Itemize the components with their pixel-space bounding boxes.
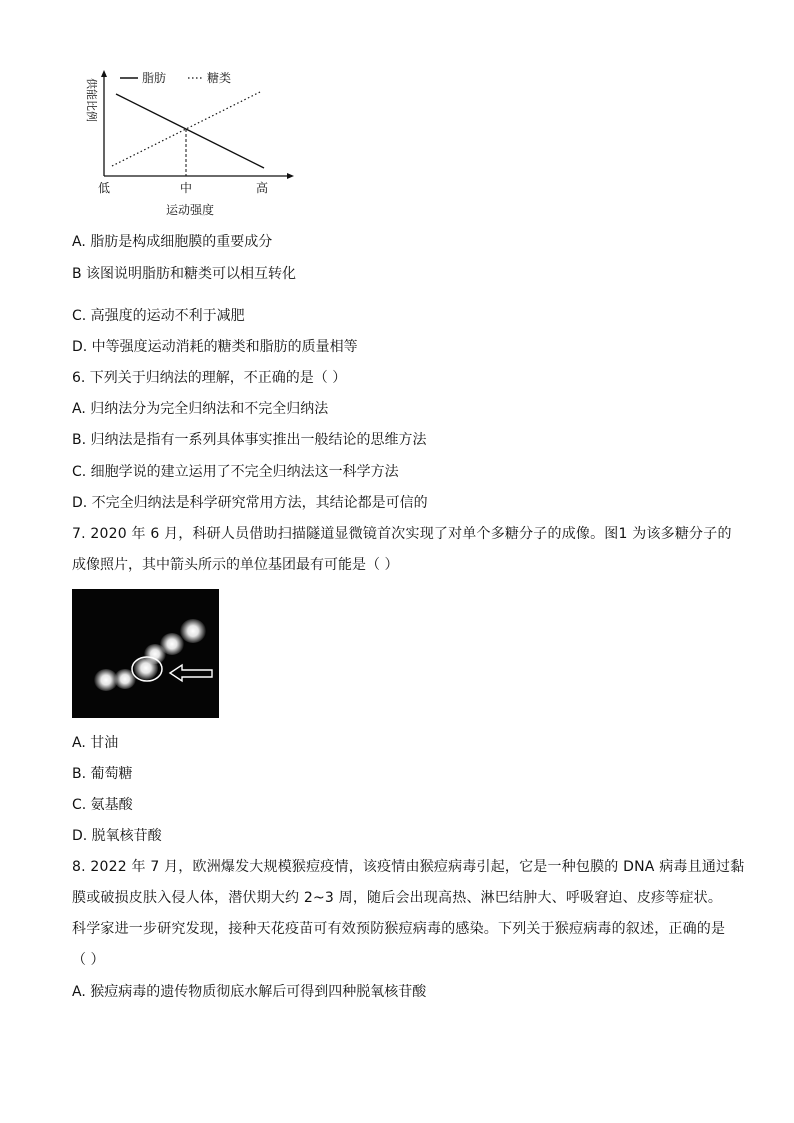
q5-option-a: A. 脂肪是构成细胞膜的重要成分 — [72, 234, 273, 250]
q8-option-a: A. 猴痘病毒的遗传物质彻底水解后可得到四种脱氧核苷酸 — [72, 984, 427, 1000]
x-tick-low: 低 — [97, 181, 111, 195]
q7-option-c: C. 氨基酸 — [72, 797, 133, 813]
x-tick-mid: 中 — [179, 181, 193, 195]
q7-option-a: A. 甘油 — [72, 735, 119, 751]
q6-option-c: C. 细胞学说的建立运用了不完全归纳法这一科学方法 — [72, 464, 399, 480]
x-tick-high: 高 — [255, 181, 269, 195]
arrow-icon — [170, 665, 212, 681]
q6-option-b: B. 归纳法是指有一系列具体事实推出一般结论的思维方法 — [72, 432, 427, 448]
q6-option-d: D. 不完全归纳法是科学研究常用方法，其结论都是可信的 — [72, 495, 428, 511]
q7-option-d: D. 脱氧核苷酸 — [72, 828, 162, 844]
q7-option-b: B. 葡萄糖 — [72, 766, 133, 782]
y-axis-arrow — [101, 70, 107, 77]
q7-stem-line-1: 7. 2020 年 6 月，科研人员借助扫描隧道显微镜首次实现了对单个多糖分子的成像。图1 为该多糖分子的 — [72, 526, 732, 542]
photo-annotations — [72, 589, 219, 718]
polysaccharide-photo — [72, 589, 219, 718]
q5-option-c: C. 高强度的运动不利于减肥 — [72, 308, 245, 324]
q5-option-b: B 该图说明脂肪和糖类可以相互转化 — [72, 266, 297, 282]
q8-stem-line-1: 8. 2022 年 7 月，欧洲爆发大规模猴痘疫情，该疫情由猴痘病毒引起，它是一种包膜的 DNA 病毒且通过黏 — [72, 859, 745, 875]
q6-stem: 6. 下列关于归纳法的理解，不正确的是（ ） — [72, 370, 347, 386]
fat-line — [116, 94, 264, 168]
q5-option-d: D. 中等强度运动消耗的糖类和脂肪的质量相等 — [72, 339, 358, 355]
q8-stem-line-4: （ ） — [72, 952, 105, 968]
legend-fat-label: 脂肪 — [142, 71, 167, 85]
energy-ratio-figure — [82, 66, 312, 226]
y-axis-label: 供能比例 — [85, 78, 98, 122]
q8-stem-line-2: 膜或破损皮肤入侵人体，潜伏期大约 2~3 周，随后会出现高热、淋巴结肿大、呼吸窘迫、皮疹等症状。 — [72, 890, 723, 906]
x-axis-arrow — [287, 173, 294, 179]
q7-stem-line-2: 成像照片，其中箭头所示的单位基团最有可能是（ ） — [72, 557, 399, 573]
legend-sugar-label: 糖类 — [207, 71, 232, 85]
q6-option-a: A. 归纳法分为完全归纳法和不完全归纳法 — [72, 401, 329, 417]
highlight-circle — [132, 657, 162, 681]
x-axis-label: 运动强度 — [165, 203, 215, 217]
q8-stem-line-3: 科学家进一步研究发现，接种天花疫苗可有效预防猴痘病毒的感染。下列关于猴痘病毒的叙述，正确的是 — [72, 921, 726, 937]
